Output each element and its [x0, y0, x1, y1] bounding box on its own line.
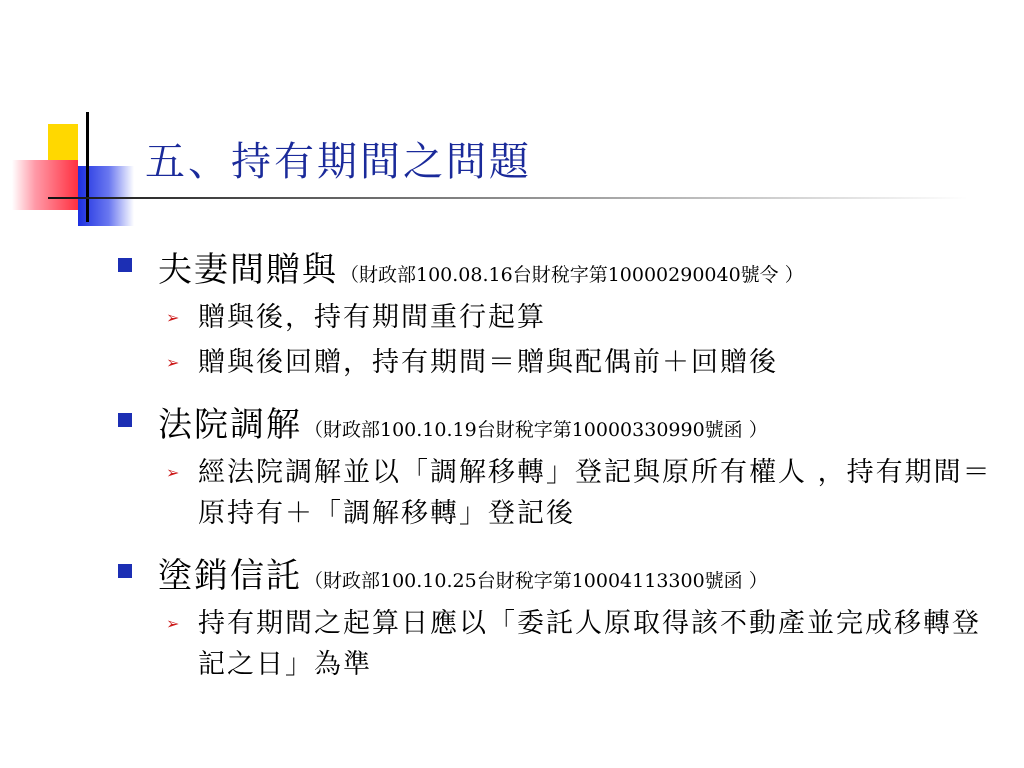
arrow-bullet-icon: ➢	[166, 463, 182, 482]
list-item-text: 經法院調解並以「調解移轉」登記與原所有權人 ，持有期間＝原持有＋「調解移轉」登記後	[198, 457, 992, 529]
section-reference: （財政部100.10.19台財稅字第10000330990號函 ）	[304, 419, 768, 441]
slide-body	[118, 242, 998, 689]
section-heading	[118, 548, 998, 597]
square-bullet-icon	[118, 564, 132, 578]
arrow-bullet-icon: ➢	[166, 614, 182, 633]
section-heading	[118, 242, 998, 291]
square-bullet-icon	[118, 258, 132, 272]
section-heading	[118, 397, 998, 446]
slide-title: 五、持有期間之問題	[145, 139, 532, 185]
arrow-bullet-icon: ➢	[166, 308, 182, 327]
section-title: 法院調解	[158, 405, 302, 445]
list-item	[118, 603, 998, 685]
list-item-text: 贈與後，持有期間重行起算	[198, 302, 546, 333]
section-title: 塗銷信託	[158, 556, 302, 596]
title-underline	[48, 197, 968, 199]
list-item	[118, 342, 998, 383]
arrow-bullet-icon: ➢	[166, 353, 182, 372]
section-reference: （財政部100.08.16台財稅字第10000290040號令 ）	[340, 264, 804, 286]
decorative-red-gradient	[12, 160, 78, 210]
list-item	[118, 452, 998, 534]
square-bullet-icon	[118, 413, 132, 427]
list-item-text: 贈與後回贈，持有期間＝贈與配偶前＋回贈後	[198, 347, 778, 378]
decorative-vertical-line	[86, 112, 89, 222]
list-item-text: 持有期間之起算日應以「委託人原取得該不動產並完成移轉登記之日」為準	[198, 608, 981, 680]
list-item	[118, 297, 998, 338]
section-reference: （財政部100.10.25台財稅字第10004113300號函 ）	[304, 570, 768, 592]
section-title: 夫妻間贈與	[158, 250, 338, 290]
